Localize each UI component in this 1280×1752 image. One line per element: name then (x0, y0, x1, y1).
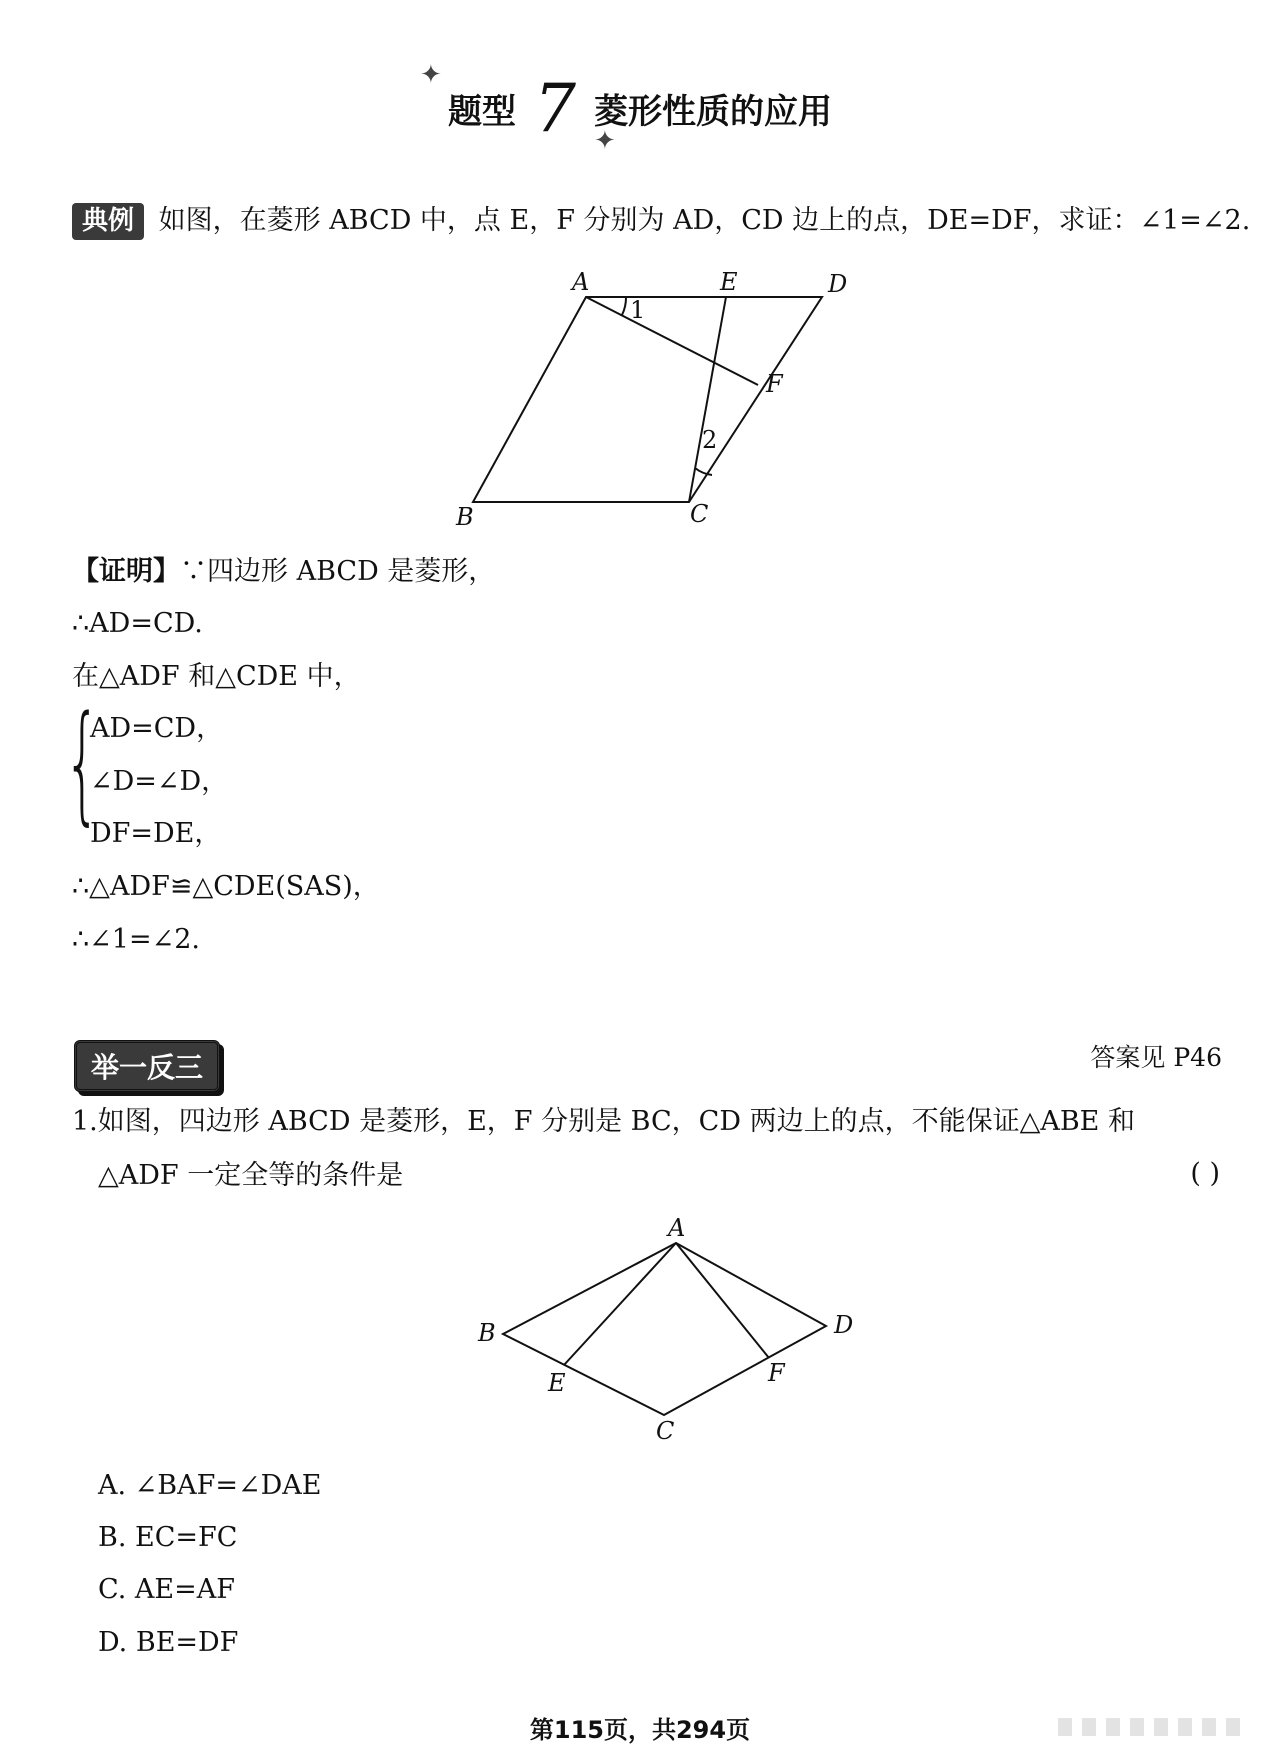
practice-header (74, 1040, 220, 1092)
label-angle-1: 1 (630, 296, 646, 324)
option-b: B. EC=FC (98, 1522, 238, 1553)
proof-line-4: ∴△ADF≌△CDE(SAS)， (72, 871, 380, 902)
option-c: C. AE=AF (98, 1574, 235, 1605)
label-a: A (572, 270, 590, 296)
segment-af-2 (676, 1243, 769, 1358)
label-f: F (766, 370, 783, 398)
heading-title: 菱形性质的应用 (594, 92, 832, 132)
label-b-2: B (478, 1319, 496, 1347)
label-e-2: E (548, 1369, 566, 1397)
angle-1-arc (622, 297, 626, 315)
answer-bracket: ( ) (1190, 1158, 1220, 1189)
practice-tag: 举一反三 (74, 1040, 220, 1092)
sparkle-icon: ✦ (594, 126, 616, 156)
example-problem (72, 203, 1250, 240)
example-problem-text: 如图，在菱形 ABCD 中，点 E，F 分别为 AD，CD 边上的点，DE=DF，求证：∠1=∠2. (158, 205, 1251, 236)
proof-label: 【证明】 (72, 556, 180, 587)
proof-line-5: ∴∠1=∠2. (72, 924, 200, 955)
proof-system-3: DF=DE， (90, 818, 222, 849)
scan-marks-decoration (1058, 1716, 1258, 1740)
answer-reference: 答案见 P46 (1090, 1043, 1222, 1072)
label-f-2: F (768, 1359, 785, 1387)
proof-line-1 (72, 556, 495, 588)
proof-line-2: ∴AD=CD. (72, 608, 203, 639)
label-e: E (720, 270, 738, 296)
proof-system-1: AD=CD， (90, 713, 224, 744)
label-d: D (828, 270, 848, 298)
label-d-2: D (834, 1311, 854, 1339)
example-tag: 典例 (72, 203, 144, 240)
proof-system-2: ∠D=∠D， (90, 766, 229, 797)
section-heading (0, 70, 1280, 147)
heading-prefix: 题型 (448, 92, 516, 132)
question-1-line-2: △ADF 一定全等的条件是 (98, 1160, 404, 1191)
option-d: D. BE=DF (98, 1627, 239, 1658)
label-c: C (690, 500, 709, 528)
proof-line-3: 在△ADF 和△CDE 中， (72, 661, 361, 692)
proof-text-1: ∵四边形 ABCD 是菱形， (180, 556, 496, 587)
system-brace: { (64, 689, 101, 838)
option-a: A. ∠BAF=∠DAE (98, 1470, 322, 1501)
label-b: B (456, 503, 474, 530)
rhombus-figure-2 (470, 1215, 870, 1445)
label-a-2: A (668, 1215, 686, 1242)
segment-af (586, 297, 758, 385)
segment-ce (689, 297, 726, 502)
segment-ae (564, 1243, 676, 1365)
question-1-line-1: 1.如图，四边形 ABCD 是菱形，E，F 分别是 BC，CD 两边上的点，不能保证△ABE 和 (72, 1106, 1135, 1137)
label-c-2: C (656, 1417, 675, 1445)
label-angle-2: 2 (702, 426, 718, 454)
sparkle-icon: ✦ (420, 60, 442, 90)
page-footer: 第115页，共294页 (529, 1716, 751, 1744)
rhombus-figure-1 (450, 270, 870, 530)
heading-number: 7 (534, 70, 576, 147)
